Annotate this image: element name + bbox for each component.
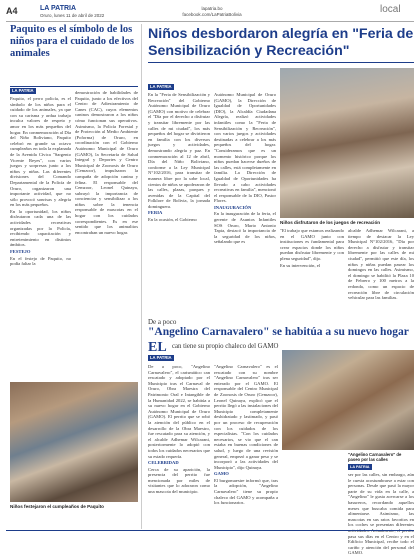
paragraph: En su intervención, el [280, 262, 321, 268]
paragraph: De a poco, "Angelino Carnavalero", el carismático can rescatado y adoptado por el Municipio tras el Carnaval de Oruro, Obra Maestra del Patrimonio Oral e Intangible de la Humanidad 2022, se habitúa a su nuevo hogar en el Gobierno Autónomo Municipal de Oruro (GAMO). El perrito que se robó la atención del público en el desarrollo de la Obra Maestro, fue rescatado para su atención, y el alcalde Adhemar Wilcarani, posteriormente lo adoptó con todos los cuidados necesarios que su estado requería. [148, 364, 211, 459]
paragraph: Autónomo Municipal de Oruro (GAMO), la Dirección de Igualdad de Oportunidades (DIO), la Alcaldía Ciudadana Alegría, realizó actividades infantiles como la "Feria de Sensibilización y Recreación", con varios juegos y actividades destinadas a celebrar a los más pequeños del hogar. "Consideramos que es un momento histórico porque los niños puedan hacerse dueños de las calles, está completamente en familia. La Dirección de Igualdad de Oportunidades ha llevado a cabo actividades recreativas en familia", mencionó el responsable de la DIO, Pastor Flores. [214, 92, 276, 204]
website-link[interactable]: lapatria.bo [201, 6, 223, 11]
main-article-title: Niños desbordaron alegría en "Feria de Sensibilización y Recreación" [148, 26, 414, 59]
left-article-column-2 [75, 90, 138, 375]
second-article-photo-tag: LA PATRIA [350, 465, 370, 469]
left-article-column-1 [10, 96, 71, 376]
main-article-caption: Niños disfrutaron de los juegos de recreación [280, 220, 381, 225]
paragraph: Cerca de su aparición, la presencia del perrito fue mencionada por miles de visitantes que lo adoraron como una mascota del municipio. [148, 466, 210, 495]
dateline: Oruro, lunes 11 de abril de 2022 [40, 13, 105, 18]
main-article-column-3 [280, 228, 344, 314]
paquito-birthday-photo [10, 382, 138, 502]
left-article-caption: Niños festejaron el cumpleaños de Paquito [10, 504, 104, 509]
second-article-dropcap: EL [148, 340, 167, 355]
paragraph: En la oportunidad, los niños disfrutaron cada una de las actividades recreativas organizadas por la Policía, recibiendo capacitación y entretenimiento en distintos ámbitos. [10, 208, 71, 248]
column-divider [141, 24, 142, 529]
second-article-column-1 [148, 364, 210, 528]
left-article-tag: LA PATRIA [12, 88, 34, 93]
paragraph: En el festejo de Paquito, no podía faltar la [10, 255, 71, 267]
footer-rule [6, 530, 414, 531]
children-games-photo [280, 68, 414, 218]
main-article-rule [148, 62, 414, 63]
paragraph: alcalde Adhemar Wilcarani, a tiempo de destacar la Ley Municipal N°102/2016, "Día por derecho a disfrutar y transitar libremente por las calles de mi ciudad", permitió que este día, los niños y niñas puedan pasear los domingos en las calles. Asimismo, el domingo se habilitó la Plaza 10 de Febrero y 100 metros a la redonda, como un espacio de recreación libre de circulación vehicular para las familias. [348, 228, 414, 301]
second-article-subhead-celebridad: CELEBRIDAD [148, 460, 179, 466]
second-article-caption: "Angelino Carnavalero" de paseo por las calles [348, 452, 402, 462]
paragraph: "El trabajo que estamos realizando en el GAMO junto con instituciones es fundamental para crear espacios donde los niños puedan disfrutar libremente y con plena seguridad", dijo. [280, 228, 344, 261]
section-name: local [380, 4, 401, 15]
left-article-rule [10, 86, 138, 87]
paragraph: En la "Feria de Sensibilización y Recreación" del Gobierno Autónomo Municipal de Oruro (GAMO) con motivo de celebrar el "Día por el derecho a disfrutar y transitar libremente por las calles de mi ciudad", los más pequeños del hogar se divirtieron en familia con los diversos juegos y actividades, demostrando alegría y paz. En conmemoración al 12 de abril, Día del Niño Boliviano, conforme a la Ley Municipal N°102/2016, para transitar de manera libre por la urbe local, cientos de niños se apoderaron de las calles, plazas, parques y avenidas de la Capital del Folklore de Bolivia, la jornada dominguera. [148, 92, 210, 209]
header-divider [6, 21, 414, 22]
paragraph: En la ocasión, el Gobierno [148, 217, 197, 223]
main-article-tag: LA PATRIA [150, 84, 172, 89]
paragraph: ser por las calles, sin embargo, aún le cuesta acostumbrarse a estar con personas. Desde que pasó la mayor parte de su vida en la calle, a "Angelino" le gusta acercarse a los basureros, recordando aquellos meses que buscaba comida para alimentarse. Asimismo, las mascotas en sus ratos favoritos en los coches se presentan diferentes pasa sus días en el Centro y en el Edificio Municipal, recibe todo el cariño y atención del personal del GAMO. [348, 472, 414, 556]
second-article-title: "Angelino Carnavalero" se habitúa a su nuevo hogar [148, 326, 409, 338]
second-article-kicker: De a poco [148, 318, 177, 326]
second-article-deck: can tiene su propio chaleco del GAMO [172, 343, 279, 350]
paragraph: El burgomaestre informó que, tras la adopción, "Angelino Carnavalero" tiene su propio chaleco del GAMO y acompaña a los funcionarios. [214, 477, 278, 506]
second-article-column-2 [214, 364, 278, 528]
facebook-link[interactable]: facebook.com/LaPatriaBolivia [182, 12, 242, 17]
main-article-column-2 [214, 92, 276, 314]
second-article-tag: LA PATRIA [150, 355, 172, 360]
main-article-subhead-inauguracion: INAUGURACIÓN [214, 204, 252, 210]
paragraph: demostración de habilidades de Paquito, junto a los efectivos del Centro de Adiestramiento de Canes (CAC), cuyos elementos caninos demostraron a los niños cómo funcionan sus operativos. Asimismo, la Policía Forestal y de Protección al Medio Ambiente (Poforma) de Oruro, en coordinación con el Gobierno Autónomo Municipal de Oruro (GAMO), la Secretaría de Salud Integral y Deportes y Centro Municipal de Zoonosis de Oruro (Cemzoor), impulsaron la campaña de adopción canina y felina. El responsable del Cemzoor, Leonel Quinaya, subrayó la importancia de concienciar y sensibilizar a los niños sobre la tenencia responsable de mascotas en el hogar con los cuidados correspondientes. Es en ese sentido que los animalitos encontraban un nuevo hogar. [75, 90, 138, 235]
paragraph: Paquito, el perro policía, es el símbolo de los niños para el cuidado de los animales, ya que con su carisma y ardua trabajo inculca valores de respeto y amor en los más pequeños del hogar. En conmemoración al Día del Niño Boliviano, Paquito celebró en grande su octavo cumpleaños en toda la explanada de la Avenida Cívica "Sargento Vicente Reyes", con varios juegos y sorpresas junto a los niños y niñas. Las diferentes divisiones del Comando Departamental de la Policía de Oruro, organizaron una importante actividad, que no sólo provocó sonrisas y alegría en los más pequeños. [10, 96, 71, 208]
page-number: A4 [6, 6, 18, 16]
second-article-column-3 [348, 472, 414, 556]
main-article-column-1 [148, 92, 210, 314]
second-article-subhead-gamo: GAMO [214, 471, 229, 477]
left-article-title: Paquito es el símbolo de los niños para el cuidado de los animales [10, 24, 134, 59]
right-strip-column [348, 228, 414, 314]
newspaper-logo: LA PATRIA [40, 5, 77, 12]
angelino-carnavalero-photo [282, 350, 414, 450]
main-article-subhead-feria: FERIA [148, 210, 163, 216]
left-article-subhead: FESTEJO [10, 249, 31, 255]
paragraph: En la inauguración de la feria, el gerente de Asuntos Infantiles SOS Oruro, Mario Antonio Tapia, destacó la importancia de la seguridad de los niños, señalando que es [214, 211, 276, 245]
paragraph: "Angelino Carnavalero" es el rescatado con su nombre "Angelino Carnavalero" tras ser enterado por el GAMO. El responsable del Centro Municipal de Zoonosis de Oruro (Cemzoor), Leonel Quinaya, explicó que el perrito llegó a las instalaciones del Municipio completamente deshidratado y lastimado, y pasó por un proceso de recuperación con los cuidados de los especialistas. "Con los cuidados necesarios, se vio que el can estaba en buenas condiciones de salud, y luego de una revisión general, empezó a ganar peso y se incorporó a las actividades del Municipio", dijo Quinaya. [214, 364, 278, 470]
